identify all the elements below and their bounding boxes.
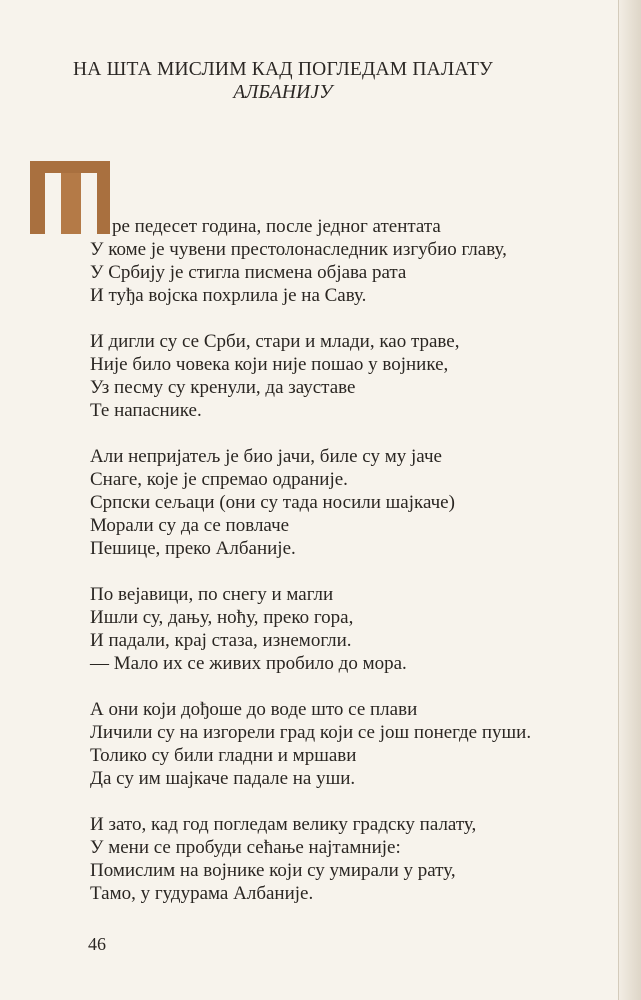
poem-line: И зато, кад год погледам велику градску палату, xyxy=(90,814,477,835)
poem-line: ре педесет година, после једног атентата xyxy=(112,216,441,237)
poem-line: Морали су да се повлаче xyxy=(90,515,290,536)
poem-line: По вејавици, по снегу и магли xyxy=(90,584,334,605)
poem-line: Те напаснике. xyxy=(90,400,202,421)
stanza xyxy=(90,215,610,307)
poem-body xyxy=(90,215,610,928)
poem-title-line-2: АЛБАНИЈУ xyxy=(233,82,333,103)
poem-line: И падали, крај стаза, изнемогли. xyxy=(90,630,352,651)
poem-line: У коме је чувени престолонаследник изгубио главу, xyxy=(90,239,507,260)
page-edge xyxy=(618,0,641,1000)
poem-line: Толико су били гладни и мршави xyxy=(90,745,357,766)
poem-line: Ишли су, дању, ноћу, преко гора, xyxy=(90,607,354,628)
poem-line: Помислим на војнике који су умирали у рату, xyxy=(90,860,456,881)
poem-line: Није било човека који није пошао у војнике, xyxy=(90,354,449,375)
poem-line: И дигли су се Срби, стари и млади, као траве, xyxy=(90,331,460,352)
poem-line: Уз песму су кренули, да зауставе xyxy=(90,377,356,398)
poem-line: И туђа војска похрлила је на Саву. xyxy=(90,285,367,306)
stanza xyxy=(90,583,610,675)
poem-line: — Мало их се живих пробило до мора. xyxy=(90,653,407,674)
poem-line: Али непријатељ је био јачи, биле су му јаче xyxy=(90,446,442,467)
stanza xyxy=(90,445,610,560)
poem-title-line-1: НА ШТА МИСЛИМ КАД ПОГЛЕДАМ ПАЛАТУ xyxy=(72,59,494,80)
poem-line: Да су им шајкаче падале на уши. xyxy=(90,768,356,789)
poem-line: У Србију је стигла писмена објава рата xyxy=(90,262,407,283)
poem-line: Тамо, у гудурама Албаније. xyxy=(90,883,314,904)
poem-line: Пешице, преко Албаније. xyxy=(90,538,296,559)
stanza xyxy=(90,813,610,905)
poem-line: А они који дођоше до воде што се плави xyxy=(90,699,418,720)
page-number: 46 xyxy=(88,934,106,954)
poem-line: Личили су на изгорели град који се још понегде пуши. xyxy=(90,722,532,743)
poem-title xyxy=(48,58,518,104)
stanza xyxy=(90,698,610,790)
poem-line: Снаге, које је спремао одраније. xyxy=(90,469,348,490)
poem-line: У мени се пробуди сећање најтамније: xyxy=(90,837,401,858)
poem-line: Српски сељаци (они су тада носили шајкаче) xyxy=(90,492,455,513)
stanza xyxy=(90,330,610,422)
